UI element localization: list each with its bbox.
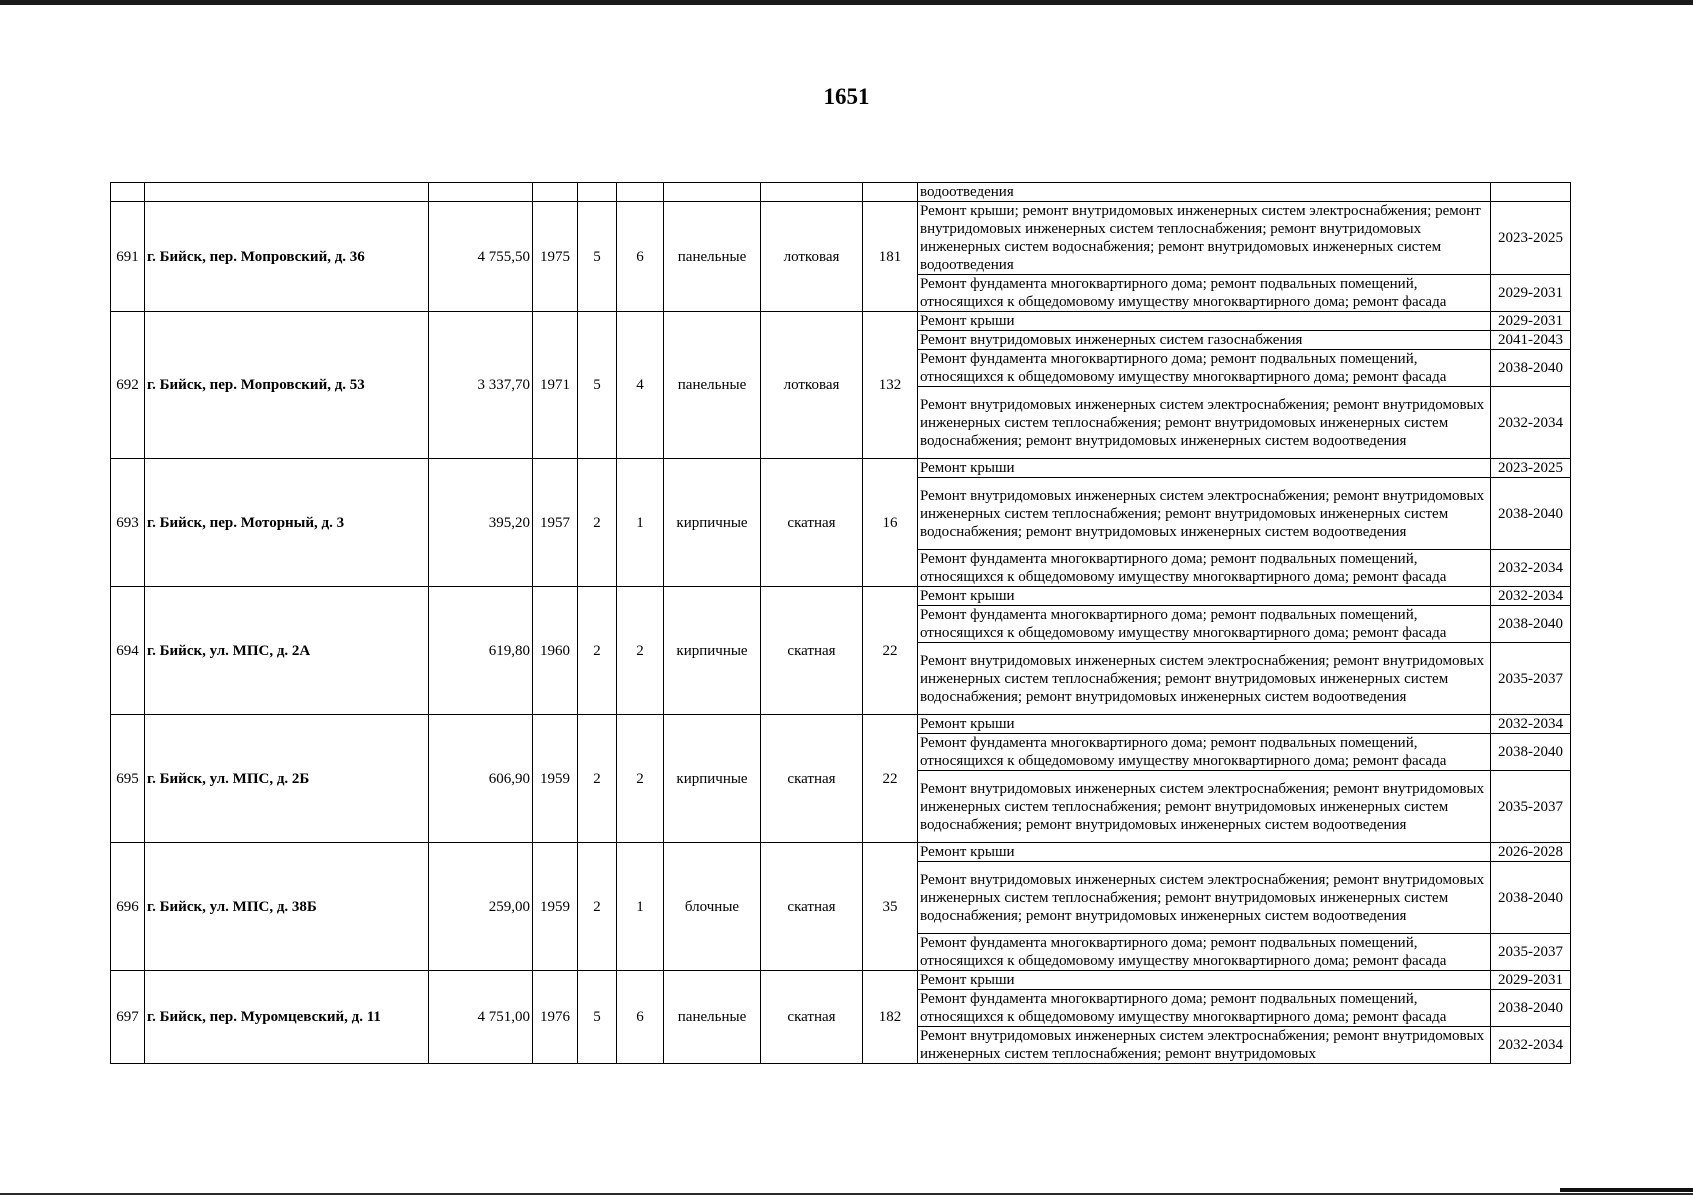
work-description: Ремонт внутридомовых инженерных систем газоснабжения (918, 331, 1491, 350)
row-roof: скатная (761, 971, 863, 1064)
work-description: Ремонт крыши (918, 843, 1491, 862)
row-area: 259,00 (429, 843, 533, 971)
row-walls: панельные (664, 312, 761, 459)
row-address: г. Бийск, ул. МПС, д. 2А (145, 587, 429, 715)
table-row (111, 312, 1571, 331)
table-row (111, 459, 1571, 478)
cell-empty (578, 183, 617, 202)
work-description: Ремонт внутридомовых инженерных систем электроснабжения; ремонт внутридомовых инженерных систем теплоснабжения; ремонт внутридомовых (918, 1027, 1491, 1064)
row-year: 1960 (533, 587, 578, 715)
row-address: г. Бийск, пер. Муромцевский, д. 11 (145, 971, 429, 1064)
table-body (111, 183, 1571, 1064)
row-year: 1975 (533, 202, 578, 312)
work-period: 2023-2025 (1491, 459, 1571, 478)
work-description: Ремонт крыши (918, 459, 1491, 478)
row-roof: лотковая (761, 312, 863, 459)
row-roof: скатная (761, 587, 863, 715)
table-row (111, 587, 1571, 606)
work-description: Ремонт фундамента многоквартирного дома; ремонт подвальных помещений, относящихся к общедомовому имуществу многоквартирного дома; ремонт фасада (918, 550, 1491, 587)
work-period: 2032-2034 (1491, 550, 1571, 587)
work-period: 2029-2031 (1491, 312, 1571, 331)
row-roof: лотковая (761, 202, 863, 312)
row-number: 695 (111, 715, 145, 843)
cell-empty (664, 183, 761, 202)
work-period: 2038-2040 (1491, 350, 1571, 387)
work-description: Ремонт фундамента многоквартирного дома; ремонт подвальных помещений, относящихся к общедомовому имуществу многоквартирного дома; ремонт фасада (918, 934, 1491, 971)
row-area: 606,90 (429, 715, 533, 843)
work-description: Ремонт фундамента многоквартирного дома; ремонт подвальных помещений, относящихся к общедомовому имуществу многоквартирного дома; ремонт фасада (918, 350, 1491, 387)
work-period: 2035-2037 (1491, 643, 1571, 715)
work-description: Ремонт крыши; ремонт внутридомовых инженерных систем электроснабжения; ремонт внутридомовых инженерных систем теплоснабжения; ремонт внутридомовых инженерных систем водоснабжения; ремонт внутридомовых инженерных систем водоотведения (918, 202, 1491, 275)
cell-empty (111, 183, 145, 202)
work-period: 2029-2031 (1491, 275, 1571, 312)
row-entrances: 2 (617, 587, 664, 715)
row-roof: скатная (761, 715, 863, 843)
row-address: г. Бийск, пер. Мопровский, д. 36 (145, 202, 429, 312)
cell-empty (145, 183, 429, 202)
capital-repair-table (110, 182, 1571, 1064)
work-period: 2032-2034 (1491, 587, 1571, 606)
work-description: Ремонт фундамента многоквартирного дома; ремонт подвальных помещений, относящихся к общедомовому имуществу многоквартирного дома; ремонт фасада (918, 606, 1491, 643)
row-number: 697 (111, 971, 145, 1064)
row-floors: 2 (578, 587, 617, 715)
row-floors: 2 (578, 715, 617, 843)
cell-empty (429, 183, 533, 202)
scan-top-edge (0, 0, 1693, 5)
row-floors: 5 (578, 202, 617, 312)
row-walls: панельные (664, 971, 761, 1064)
row-roof: скатная (761, 843, 863, 971)
row-year: 1959 (533, 715, 578, 843)
row-residents: 22 (863, 715, 918, 843)
cell-empty (1491, 183, 1571, 202)
work-period: 2038-2040 (1491, 734, 1571, 771)
cell-empty (617, 183, 664, 202)
work-description: Ремонт внутридомовых инженерных систем электроснабжения; ремонт внутридомовых инженерных систем теплоснабжения; ремонт внутридомовых инженерных систем водоснабжения; ремонт внутридомовых инженерных систем водоотведения (918, 771, 1491, 843)
row-year: 1971 (533, 312, 578, 459)
scan-bottom-mark (1560, 1188, 1693, 1192)
row-entrances: 6 (617, 202, 664, 312)
table-row (111, 971, 1571, 990)
work-description: Ремонт крыши (918, 715, 1491, 734)
continuation-row (111, 183, 1571, 202)
row-area: 4 751,00 (429, 971, 533, 1064)
work-description: Ремонт внутридомовых инженерных систем электроснабжения; ремонт внутридомовых инженерных систем теплоснабжения; ремонт внутридомовых инженерных систем водоснабжения; ремонт внутридомовых инженерных систем водоотведения (918, 643, 1491, 715)
row-residents: 181 (863, 202, 918, 312)
work-period: 2029-2031 (1491, 971, 1571, 990)
work-description: Ремонт крыши (918, 971, 1491, 990)
row-number: 694 (111, 587, 145, 715)
work-description: Ремонт внутридомовых инженерных систем электроснабжения; ремонт внутридомовых инженерных систем теплоснабжения; ремонт внутридомовых инженерных систем водоснабжения; ремонт внутридомовых инженерных систем водоотведения (918, 478, 1491, 550)
work-period: 2035-2037 (1491, 771, 1571, 843)
row-year: 1957 (533, 459, 578, 587)
table-row (111, 202, 1571, 275)
work-period: 2038-2040 (1491, 478, 1571, 550)
work-description: Ремонт фундамента многоквартирного дома; ремонт подвальных помещений, относящихся к общедомовому имуществу многоквартирного дома; ремонт фасада (918, 990, 1491, 1027)
table-row (111, 715, 1571, 734)
continuation-work-cell: водоотведения (918, 183, 1491, 202)
row-floors: 2 (578, 843, 617, 971)
row-address: г. Бийск, пер. Мопровский, д. 53 (145, 312, 429, 459)
page-number: 1651 (823, 84, 870, 109)
row-entrances: 4 (617, 312, 664, 459)
row-residents: 16 (863, 459, 918, 587)
row-number: 692 (111, 312, 145, 459)
row-walls: кирпичные (664, 715, 761, 843)
row-walls: кирпичные (664, 587, 761, 715)
row-residents: 182 (863, 971, 918, 1064)
row-roof: скатная (761, 459, 863, 587)
row-residents: 22 (863, 587, 918, 715)
work-period: 2041-2043 (1491, 331, 1571, 350)
row-year: 1959 (533, 843, 578, 971)
row-number: 691 (111, 202, 145, 312)
cell-empty (863, 183, 918, 202)
row-floors: 2 (578, 459, 617, 587)
work-period: 2023-2025 (1491, 202, 1571, 275)
work-period: 2032-2034 (1491, 715, 1571, 734)
row-year: 1976 (533, 971, 578, 1064)
cell-empty (761, 183, 863, 202)
row-entrances: 1 (617, 459, 664, 587)
row-entrances: 6 (617, 971, 664, 1064)
row-area: 4 755,50 (429, 202, 533, 312)
row-area: 395,20 (429, 459, 533, 587)
row-address: г. Бийск, ул. МПС, д. 38Б (145, 843, 429, 971)
work-period: 2035-2037 (1491, 934, 1571, 971)
work-period: 2038-2040 (1491, 862, 1571, 934)
row-residents: 35 (863, 843, 918, 971)
row-number: 696 (111, 843, 145, 971)
work-description: Ремонт внутридомовых инженерных систем электроснабжения; ремонт внутридомовых инженерных систем теплоснабжения; ремонт внутридомовых инженерных систем водоснабжения; ремонт внутридомовых инженерных систем водоотведения (918, 387, 1491, 459)
work-description: Ремонт внутридомовых инженерных систем электроснабжения; ремонт внутридомовых инженерных систем теплоснабжения; ремонт внутридомовых инженерных систем водоснабжения; ремонт внутридомовых инженерных систем водоотведения (918, 862, 1491, 934)
row-walls: панельные (664, 202, 761, 312)
row-area: 3 337,70 (429, 312, 533, 459)
work-description: Ремонт крыши (918, 312, 1491, 331)
work-description: Ремонт фундамента многоквартирного дома; ремонт подвальных помещений, относящихся к общедомовому имуществу многоквартирного дома; ремонт фасада (918, 734, 1491, 771)
work-period: 2032-2034 (1491, 387, 1571, 459)
row-entrances: 1 (617, 843, 664, 971)
row-walls: кирпичные (664, 459, 761, 587)
work-period: 2038-2040 (1491, 990, 1571, 1027)
row-number: 693 (111, 459, 145, 587)
row-floors: 5 (578, 312, 617, 459)
work-period: 2026-2028 (1491, 843, 1571, 862)
cell-empty (533, 183, 578, 202)
table-row (111, 843, 1571, 862)
work-period: 2038-2040 (1491, 606, 1571, 643)
row-floors: 5 (578, 971, 617, 1064)
row-address: г. Бийск, пер. Моторный, д. 3 (145, 459, 429, 587)
work-period: 2032-2034 (1491, 1027, 1571, 1064)
row-residents: 132 (863, 312, 918, 459)
row-area: 619,80 (429, 587, 533, 715)
scan-bottom-edge (0, 1193, 1693, 1195)
work-description: Ремонт крыши (918, 587, 1491, 606)
row-walls: блочные (664, 843, 761, 971)
work-description: Ремонт фундамента многоквартирного дома; ремонт подвальных помещений, относящихся к общедомовому имуществу многоквартирного дома; ремонт фасада (918, 275, 1491, 312)
row-address: г. Бийск, ул. МПС, д. 2Б (145, 715, 429, 843)
row-entrances: 2 (617, 715, 664, 843)
